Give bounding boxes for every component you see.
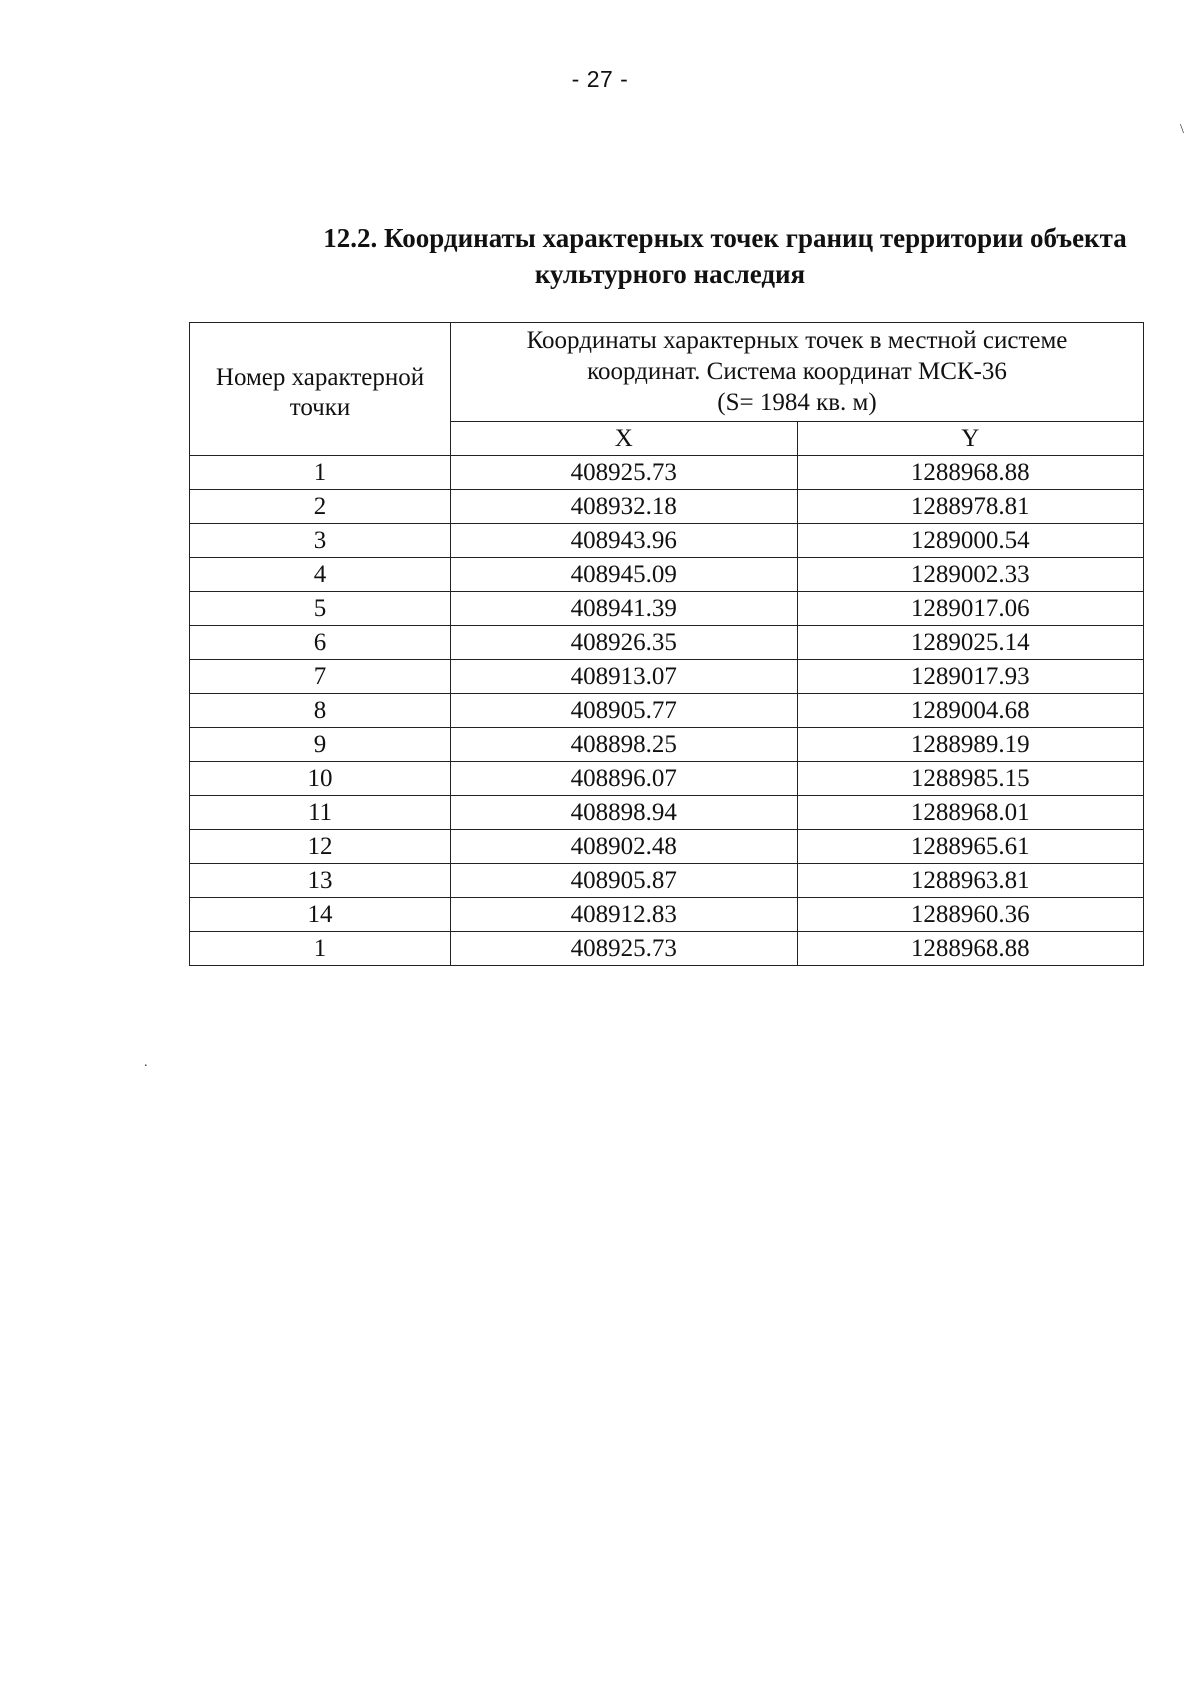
x-coordinate-cell: 408925.73 (451, 456, 798, 490)
x-coordinate-cell: 408945.09 (451, 558, 798, 592)
coordinates-header-line-3: (S= 1984 кв. м) (717, 389, 877, 416)
y-coordinate-cell: 1288985.15 (797, 762, 1144, 796)
y-coordinate-cell: 1289017.93 (797, 660, 1144, 694)
y-coordinate-cell: 1288968.88 (797, 456, 1144, 490)
table-row (190, 762, 1144, 796)
x-coordinate-cell: 408926.35 (451, 626, 798, 660)
y-coordinate-cell: 1288968.01 (797, 796, 1144, 830)
x-coordinate-cell: 408943.96 (451, 524, 798, 558)
table-row (190, 694, 1144, 728)
page-number: - 27 - (571, 66, 629, 92)
point-number-cell: 9 (190, 728, 451, 762)
scan-speck: \ (1180, 122, 1184, 137)
x-coordinate-cell: 408932.18 (451, 490, 798, 524)
coordinates-header (451, 323, 1144, 422)
point-number-cell: 8 (190, 694, 451, 728)
y-coordinate-cell: 1288960.36 (797, 898, 1144, 932)
point-number-cell: 13 (190, 864, 451, 898)
point-number-header-line-2: точки (289, 394, 351, 421)
scan-speck: . (144, 1055, 148, 1070)
point-number-cell: 1 (190, 932, 451, 966)
table-row (190, 898, 1144, 932)
table-header (190, 323, 1144, 456)
x-coordinate-cell: 408896.07 (451, 762, 798, 796)
y-coordinate-cell: 1288989.19 (797, 728, 1144, 762)
point-number-cell: 6 (190, 626, 451, 660)
y-coordinate-cell: 1289017.06 (797, 592, 1144, 626)
table-row (190, 932, 1144, 966)
point-number-cell: 10 (190, 762, 451, 796)
y-coordinate-cell: 1288968.88 (797, 932, 1144, 966)
point-number-cell: 2 (190, 490, 451, 524)
y-column-header: Y (797, 422, 1144, 456)
table-row (190, 524, 1144, 558)
table-body (190, 456, 1144, 966)
y-coordinate-cell: 1289025.14 (797, 626, 1144, 660)
point-number-cell: 5 (190, 592, 451, 626)
table-row (190, 864, 1144, 898)
table-row (190, 796, 1144, 830)
coordinates-header-line-2: координат. Система координат МСК-36 (587, 358, 1007, 385)
point-number-header-line-1: Номер характерной (215, 364, 425, 391)
point-number-header (190, 323, 451, 456)
point-number-cell: 4 (190, 558, 451, 592)
x-coordinate-cell: 408913.07 (451, 660, 798, 694)
x-coordinate-cell: 408925.73 (451, 932, 798, 966)
point-number-cell: 14 (190, 898, 451, 932)
point-number-cell: 12 (190, 830, 451, 864)
y-coordinate-cell: 1289000.54 (797, 524, 1144, 558)
x-coordinate-cell: 408898.25 (451, 728, 798, 762)
table-row (190, 728, 1144, 762)
y-coordinate-cell: 1288978.81 (797, 490, 1144, 524)
point-number-cell: 1 (190, 456, 451, 490)
coordinates-table (189, 322, 1144, 966)
point-number-cell: 3 (190, 524, 451, 558)
y-coordinate-cell: 1289004.68 (797, 694, 1144, 728)
x-coordinate-cell: 408905.77 (451, 694, 798, 728)
point-number-cell: 11 (190, 796, 451, 830)
table-row (190, 830, 1144, 864)
y-coordinate-cell: 1288965.61 (797, 830, 1144, 864)
heading-line-2: культурного наследия (534, 259, 806, 289)
table-row (190, 558, 1144, 592)
x-coordinate-cell: 408912.83 (451, 898, 798, 932)
table-row (190, 456, 1144, 490)
x-coordinate-cell: 408941.39 (451, 592, 798, 626)
point-number-cell: 7 (190, 660, 451, 694)
y-coordinate-cell: 1288963.81 (797, 864, 1144, 898)
section-heading (150, 220, 1190, 292)
table-row (190, 660, 1144, 694)
heading-line-1: 12.2. Координаты характерных точек границ территории объекта (323, 223, 1127, 253)
table-row (190, 626, 1144, 660)
table-row (190, 592, 1144, 626)
x-coordinate-cell: 408898.94 (451, 796, 798, 830)
x-coordinate-cell: 408902.48 (451, 830, 798, 864)
header-row (190, 323, 1144, 422)
y-coordinate-cell: 1289002.33 (797, 558, 1144, 592)
x-column-header: X (451, 422, 798, 456)
table-row (190, 490, 1144, 524)
coordinates-header-line-1: Координаты характерных точек в местной системе (526, 327, 1068, 354)
x-coordinate-cell: 408905.87 (451, 864, 798, 898)
